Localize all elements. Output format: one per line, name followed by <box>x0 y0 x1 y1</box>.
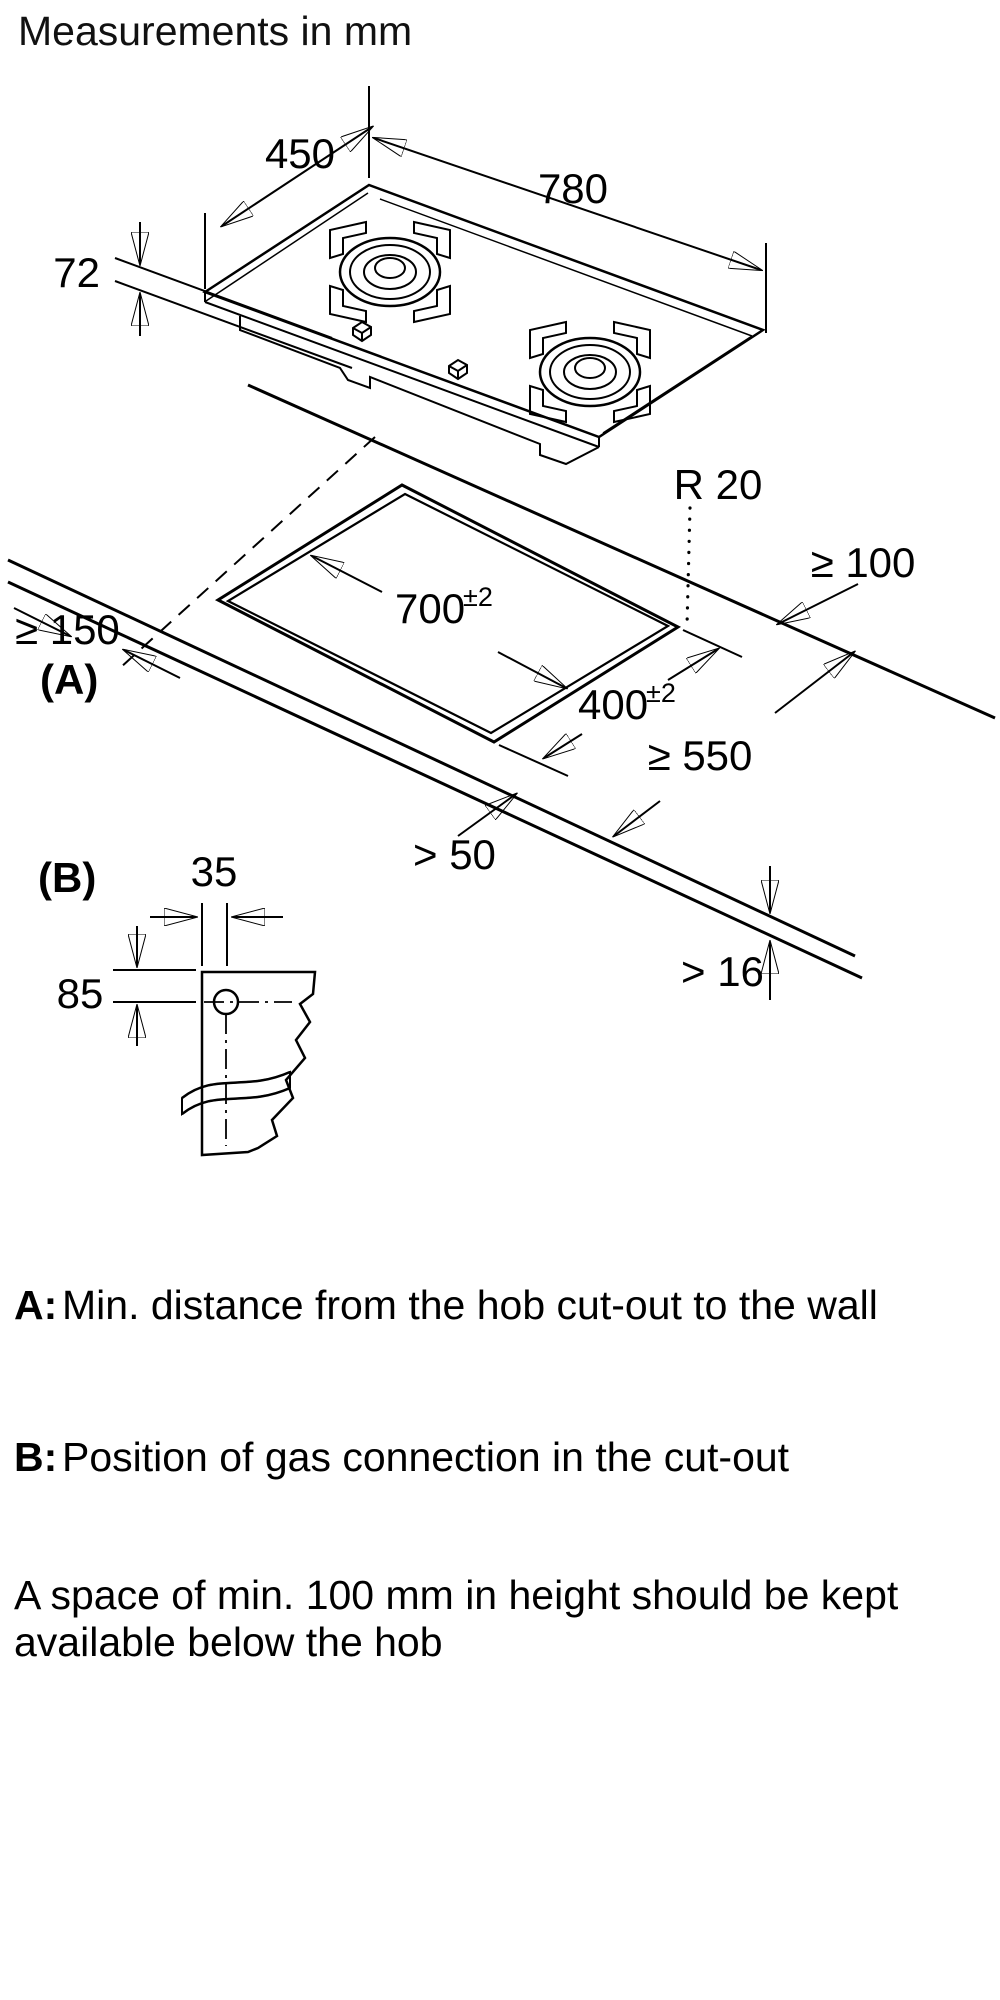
wall-clearance-label: ≥ 150 <box>15 606 120 653</box>
break-line-bottom <box>182 1088 290 1114</box>
clearance-note: A space of min. 100 mm in height should be kept available below the hob <box>14 1572 899 1665</box>
burner-right <box>530 322 650 422</box>
hob-glass-top <box>205 185 763 437</box>
hob-width-label: 780 <box>537 165 609 212</box>
gas-vertical-label: 85 <box>56 970 104 1017</box>
cutout-depth-tolerance: ±2 <box>646 678 676 708</box>
cutout-dimensions <box>14 461 915 1000</box>
igniter-block-2 <box>449 360 467 379</box>
legend-text-a: Min. distance from the hob cut-out to the wall <box>62 1282 878 1328</box>
projection-dashed-line <box>120 437 375 668</box>
wall-clearance-ref-label: (A) <box>40 656 99 703</box>
legend-text-b: Position of gas connection in the cut-out <box>62 1434 790 1480</box>
legend-item-a <box>14 1282 974 1329</box>
cutout-depth-label: 400 <box>578 681 649 728</box>
worktop-depth-label: ≥ 550 <box>647 732 753 779</box>
corner-radius-dotted-line <box>687 508 690 626</box>
legend-key-a: A: <box>14 1282 58 1328</box>
rear-clearance-label: ≥ 100 <box>810 539 916 586</box>
corner-radius-label: R 20 <box>673 461 763 508</box>
worktop-profile <box>202 972 315 1155</box>
burner-left <box>330 222 450 322</box>
front-clearance-label: > 50 <box>413 831 496 878</box>
gas-connection-detail <box>38 848 315 1155</box>
cutout-width-tolerance: ±2 <box>463 582 493 612</box>
worktop-thickness-label: > 16 <box>681 948 764 995</box>
legend-item-b <box>14 1434 974 1481</box>
cutout-width-label: 700 <box>395 585 466 632</box>
hob-isometric-drawing <box>205 185 763 464</box>
worktop-front-edge-bottom <box>8 582 862 978</box>
gas-detail-ref-label: (B) <box>38 854 97 901</box>
worktop-cutout-drawing <box>8 385 995 978</box>
legend-key-b: B: <box>14 1434 58 1480</box>
igniter-block-1 <box>353 322 371 341</box>
hob-height-label: 72 <box>53 249 100 296</box>
gas-horizontal-label: 35 <box>190 848 238 895</box>
hob-depth-label: 450 <box>264 130 336 177</box>
page-title: Measurements in mm <box>18 8 413 54</box>
hob-dimensions <box>53 86 766 368</box>
